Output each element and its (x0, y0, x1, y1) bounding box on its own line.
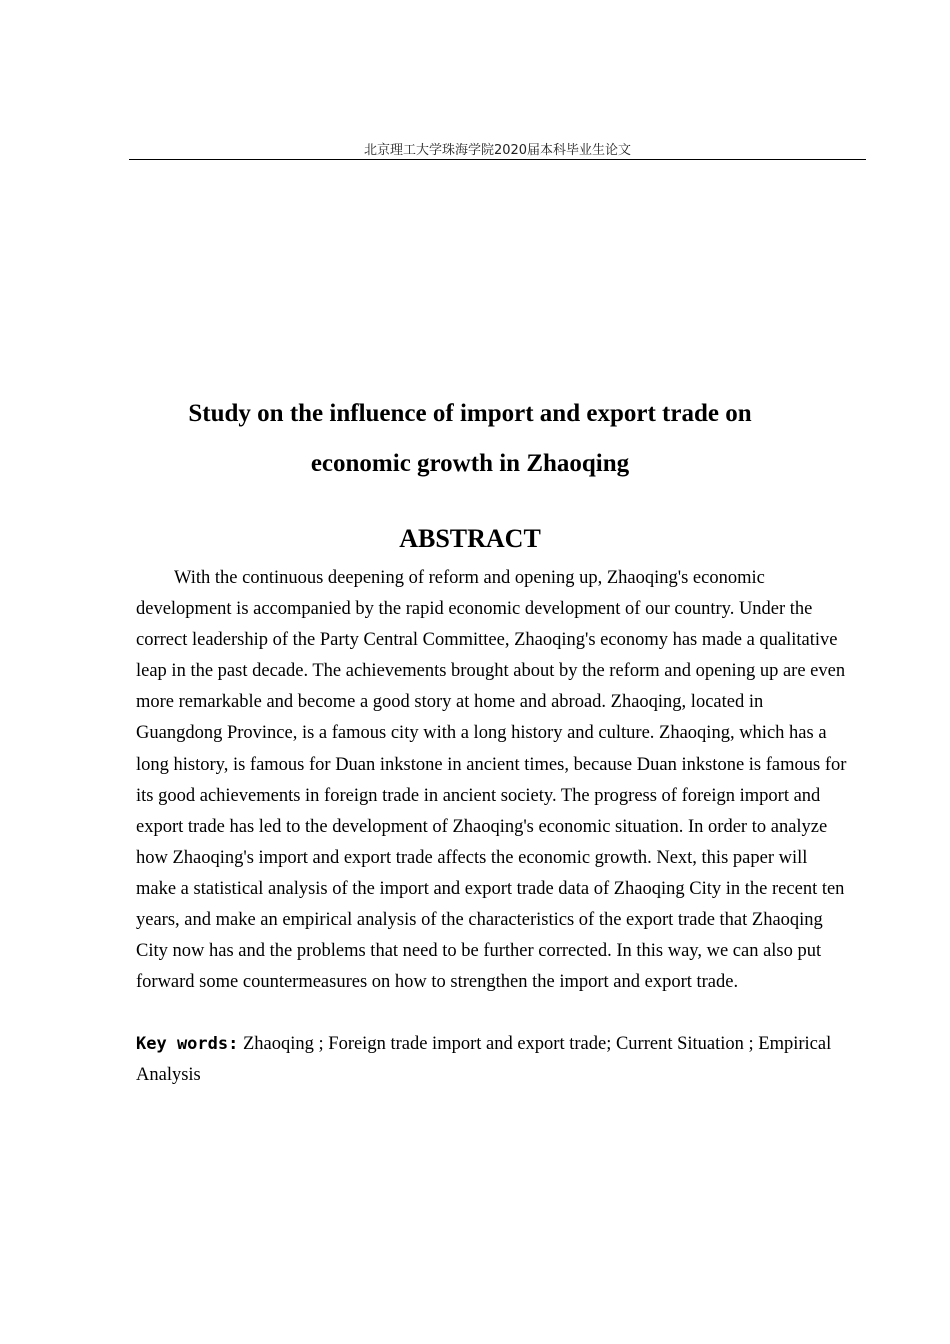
keywords-text: Zhaoqing ; Foreign trade import and export trade; Current Situation ; Empirical Analysis (136, 1034, 832, 1086)
abstract-body: With the continuous deepening of reform and opening up, Zhaoqing's economic development is accompanied by the rapid economic development of our country. Under the correct leadership of the Party Central Committee, Zhaoqing's economy has made a qualitative leap in the past decade. The achievements brought about by the reform and opening up are even more remarkable and become a good story at home and abroad. Zhaoqing, located in Guangdong Province, is a famous city with a long history and culture. Zhaoqing, which has a long history, is famous for Duan inkstone in ancient times, because Duan inkstone is famous for its good achievements in foreign trade in ancient society. The progress of foreign import and export trade has led to the development of Zhaoqing's economic situation. In order to analyze how Zhaoqing's import and export trade affects the economic growth. Next, this paper will make a statistical analysis of the import and export trade data of Zhaoqing City in the recent ten years, and make an empirical analysis of the characteristics of the export trade that Zhaoqing City now has and the problems that need to be further corrected. In this way, we can also put forward some countermeasures on how to strengthen the import and export trade. (136, 568, 847, 993)
keywords-paragraph (136, 1029, 850, 1091)
thesis-title-line-2: economic growth in Zhaoqing (310, 450, 630, 477)
keywords-label: Key words: (136, 1034, 239, 1054)
page-header: 北京理工大学珠海学院2020届本科毕业生论文 (129, 143, 866, 160)
thesis-title-line-1: Study on the influence of import and export trade on (188, 400, 752, 427)
abstract-heading: ABSTRACT (399, 524, 541, 553)
